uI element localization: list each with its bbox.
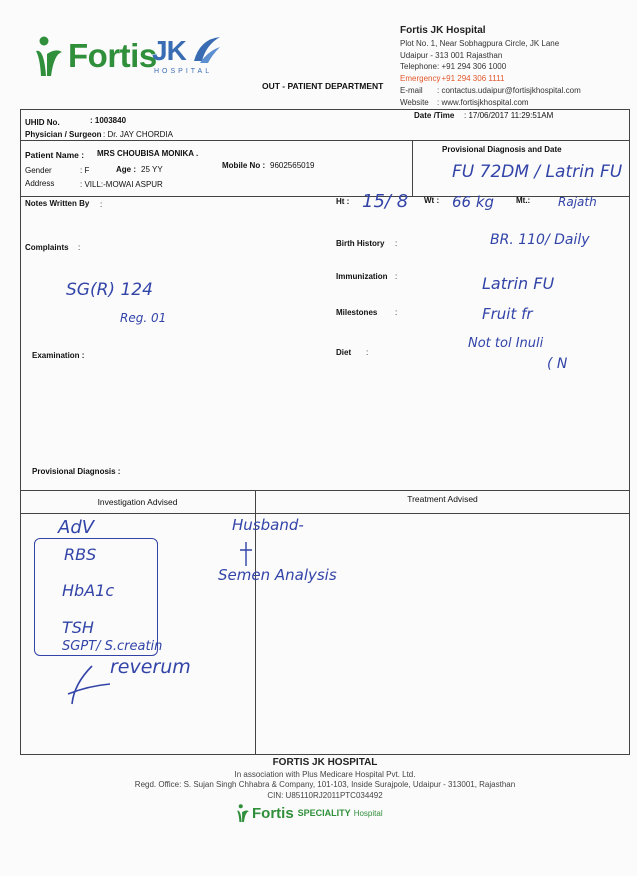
treatment-advised-heading: Treatment Advised (407, 494, 478, 504)
footer-registered-office: Regd. Office: S. Sujan Singh Chhabra & Company, 101-103, Inside Surajpole, Udaipur - 313001, Rajasthan (134, 780, 516, 789)
divider-patient (20, 140, 630, 141)
footer-association: In association with Plus Medicare Hospital Pvt. Ltd. (234, 769, 416, 779)
mt-value: Rajath (558, 195, 597, 209)
address-value: : VILL:-MOWAI ASPUR (80, 180, 163, 189)
physician-signature: reverum (110, 656, 191, 678)
hospital-name: Fortis JK Hospital (400, 25, 486, 36)
patient-name-label: Patient Name : (25, 150, 85, 160)
milestones-label: Milestones (336, 308, 378, 317)
mobile-value: 9602565019 (270, 161, 315, 170)
jk-wordmark: JK (152, 35, 186, 66)
jk-hospital-text: HOSPITAL (154, 68, 213, 75)
divider-notes (20, 196, 630, 197)
email-value: : contactus.udaipur@fortisjkhospital.com (437, 85, 581, 95)
footer-hospital-name: FORTIS JK HOSPITAL (272, 757, 378, 768)
investigation-item-tsh: TSH (62, 618, 94, 637)
divider-lower-head (20, 513, 630, 514)
investigation-advised-heading: Investigation Advised (97, 497, 178, 507)
mt-label: Mt.: (516, 196, 531, 205)
weight-label: Wt : (424, 196, 440, 205)
email-label: E-mail (400, 85, 423, 95)
diet-handwriting-1: Not tol Inuli (468, 336, 544, 351)
physician-label: Physician / Surgeon (25, 130, 102, 139)
uhid-value: : 1003840 (90, 116, 127, 125)
immunization-colon: : (395, 272, 398, 281)
investigation-item-hba1c: HbA1c (62, 581, 115, 600)
complaints-colon: : (78, 243, 81, 252)
footer-cin: CIN: U85110RJ2011PTC034492 (267, 790, 383, 800)
datetime-label: Date /Time (414, 111, 455, 120)
immunization-handwriting: Latrin FU (482, 274, 555, 293)
jk-swirl-icon (190, 35, 222, 65)
complaints-label: Complaints (25, 243, 69, 252)
height-label: Ht : (336, 197, 350, 206)
diet-colon: : (366, 348, 369, 357)
investigation-item-sgpt: SGPT/ S.creatin (62, 639, 163, 654)
treatment-item-husband: Husband- (232, 516, 304, 534)
milestones-colon: : (395, 308, 398, 317)
complaints-handwriting-1: SG(R) 124 (66, 280, 153, 300)
footer-fortis-wordmark: Fortis (252, 804, 294, 822)
department-title: OUT - PATIENT DEPARTMENT (262, 81, 384, 91)
provisional-box-title: Provisional Diagnosis and Date (442, 145, 562, 154)
birth-history-label: Birth History (336, 239, 385, 248)
footer-fortis-mark-icon (236, 804, 250, 822)
birth-history-handwriting: BR. 110/ Daily (490, 232, 590, 248)
footer-speciality-text: SPECIALITY (297, 808, 351, 818)
gender-value: : F (80, 166, 90, 175)
divider-provisional-box (412, 140, 413, 196)
divider-lower (20, 490, 630, 491)
notes-written-label: Notes Written By (25, 199, 90, 208)
diet-handwriting-2: ( N (547, 356, 568, 372)
website-value: : www.fortisjkhospital.com (437, 97, 529, 107)
milestones-handwriting: Fruit fr (482, 305, 533, 323)
jk-hospital-logo (152, 35, 224, 75)
fortis-logo (34, 34, 157, 78)
fortis-wordmark: Fortis (68, 37, 157, 74)
uhid-label: UHID No. (25, 118, 60, 127)
footer-fortis-logo (236, 804, 383, 822)
gender-label: Gender (25, 166, 52, 175)
provisional-diagnosis-label: Provisional Diagnosis : (32, 467, 121, 476)
hospital-address-2: Udaipur - 313 001 Rajasthan (400, 50, 503, 60)
provisional-box-handwriting: FU 72DM / Latrin FU (452, 162, 623, 182)
physician-value: : Dr. JAY CHORDIA (103, 130, 173, 139)
address-label: Address (25, 179, 55, 188)
immunization-label: Immunization (336, 272, 388, 281)
height-value: 15/ 8 (362, 191, 409, 212)
telephone-value: : +91 294 306 1000 (437, 62, 507, 72)
age-label: Age : (116, 165, 136, 174)
investigation-item-adv: AdV (58, 517, 95, 538)
datetime-value: : 17/06/2017 11:29:51AM (464, 111, 554, 120)
treatment-item-semen-analysis: Semen Analysis (218, 566, 337, 584)
hospital-address-1: Plot No. 1, Near Sobhagpura Circle, JK Lane (400, 38, 560, 48)
fortis-mark-icon (34, 36, 64, 76)
birth-history-colon: : (395, 239, 398, 248)
emergency-value: : +91 294 306 1111 (437, 74, 505, 84)
age-value: 25 YY (141, 165, 163, 174)
footer (20, 758, 630, 801)
footer-hospital-text: Hospital (353, 808, 383, 818)
treatment-arrow-icon (236, 540, 256, 570)
patient-name-value: MRS CHOUBISA MONIKA . (97, 149, 199, 158)
telephone-label: Telephone (400, 62, 437, 72)
notes-written-colon: : (100, 200, 103, 209)
website-label: Website (400, 97, 429, 107)
mobile-label: Mobile No : (222, 161, 266, 170)
investigation-item-rbs: RBS (64, 545, 97, 564)
hospital-contact-block (400, 25, 630, 109)
weight-value: 66 kg (452, 193, 495, 211)
signature-flourish-icon (64, 664, 114, 708)
diet-label: Diet (336, 348, 352, 357)
complaints-handwriting-2: Reg. 01 (120, 311, 167, 325)
emergency-label: Emergency (400, 74, 441, 84)
examination-label: Examination : (32, 351, 85, 360)
